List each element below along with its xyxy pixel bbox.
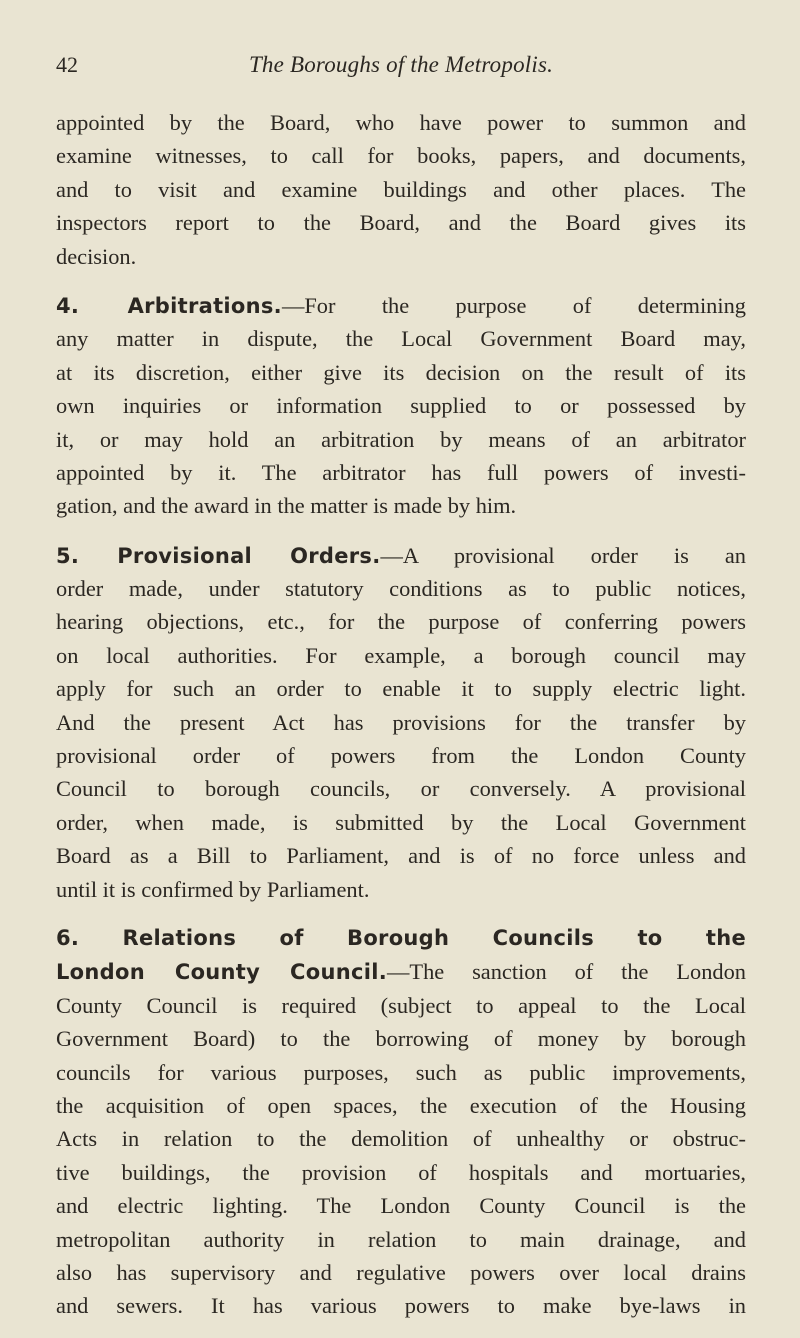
section-relations <box>56 922 746 1323</box>
text-line: it, or may hold an arbitration by means of an arbitrator <box>56 426 746 452</box>
text-line: also has supervisory and regulative powers over local drains <box>56 1259 746 1285</box>
text-line: gation, and the award in the matter is made by him. <box>56 493 517 519</box>
running-head <box>56 52 746 84</box>
text-line: And the present Act has provisions for the transfer by <box>56 709 746 735</box>
section-arbitrations <box>56 289 746 523</box>
text-line: inspectors report to the Board, and the Board gives its <box>56 210 746 236</box>
section-heading: 4. Arbitrations. <box>56 293 282 318</box>
text-line: the acquisition of open spaces, the execution of the Housing <box>56 1092 746 1118</box>
text-line: examine witnesses, to call for books, papers, and documents, <box>56 143 746 169</box>
section-first-line <box>56 289 746 322</box>
text-line: and to visit and examine buildings and other places. The <box>56 176 746 202</box>
text-line: Council to borough councils, or conversely. A provisional <box>56 776 746 802</box>
running-title: The Boroughs of the Metropolis. <box>248 52 554 77</box>
body-text <box>56 106 746 1323</box>
section-provisional-orders <box>56 539 746 906</box>
text-line: appointed by the Board, who have power to summon and <box>56 110 746 135</box>
text-line: hearing objections, etc., for the purpose of conferring powers <box>56 609 746 635</box>
section-text-start: —A provisional order is an <box>380 542 746 568</box>
section-first-line <box>56 539 746 572</box>
section-heading: 6. Relations of Borough Councils to the <box>56 925 746 950</box>
text-line: Board as a Bill to Parliament, and is of no force unless and <box>56 843 746 869</box>
section-first-line <box>56 955 746 988</box>
section-heading-continued: London County Council. <box>56 960 387 985</box>
text-line: until it is confirmed by Parliament. <box>56 876 370 902</box>
paragraph-continuation <box>56 106 746 273</box>
text-line: Acts in relation to the demolition of unhealthy or obstruc- <box>56 1126 746 1152</box>
section-heading: 5. Provisional Orders. <box>56 543 381 568</box>
text-line: councils for various purposes, such as public improvements, <box>56 1059 746 1085</box>
text-line: County Council is required (subject to appeal to the Local <box>56 992 746 1018</box>
text-line: order, when made, is submitted by the Local Government <box>56 809 746 835</box>
text-line: and sewers. It has various powers to make bye-laws in <box>56 1293 746 1319</box>
section-text-start: —For the purpose of determining <box>281 292 746 318</box>
text-line: provisional order of powers from the London County <box>56 743 746 769</box>
section-text-start: —The sanction of the London <box>387 959 747 985</box>
text-line: apply for such an order to enable it to supply electric light. <box>56 676 746 702</box>
text-line: at its discretion, either give its decision on the result of its <box>56 359 746 385</box>
text-line: Government Board) to the borrowing of money by borough <box>56 1026 746 1052</box>
page-number: 42 <box>56 52 78 77</box>
text-line: own inquiries or information supplied to or possessed by <box>56 393 746 419</box>
text-line: any matter in dispute, the Local Government Board may, <box>56 326 746 352</box>
text-line: and electric lighting. The London County Council is the <box>56 1193 746 1219</box>
text-line: on local authorities. For example, a borough council may <box>56 642 746 668</box>
text-line: decision. <box>56 243 137 269</box>
text-line: metropolitan authority in relation to main drainage, and <box>56 1226 746 1252</box>
text-line: appointed by it. The arbitrator has full powers of investi- <box>56 459 746 485</box>
text-line: order made, under statutory conditions as to public notices, <box>56 576 746 602</box>
text-line: tive buildings, the provision of hospitals and mortuaries, <box>56 1159 746 1185</box>
